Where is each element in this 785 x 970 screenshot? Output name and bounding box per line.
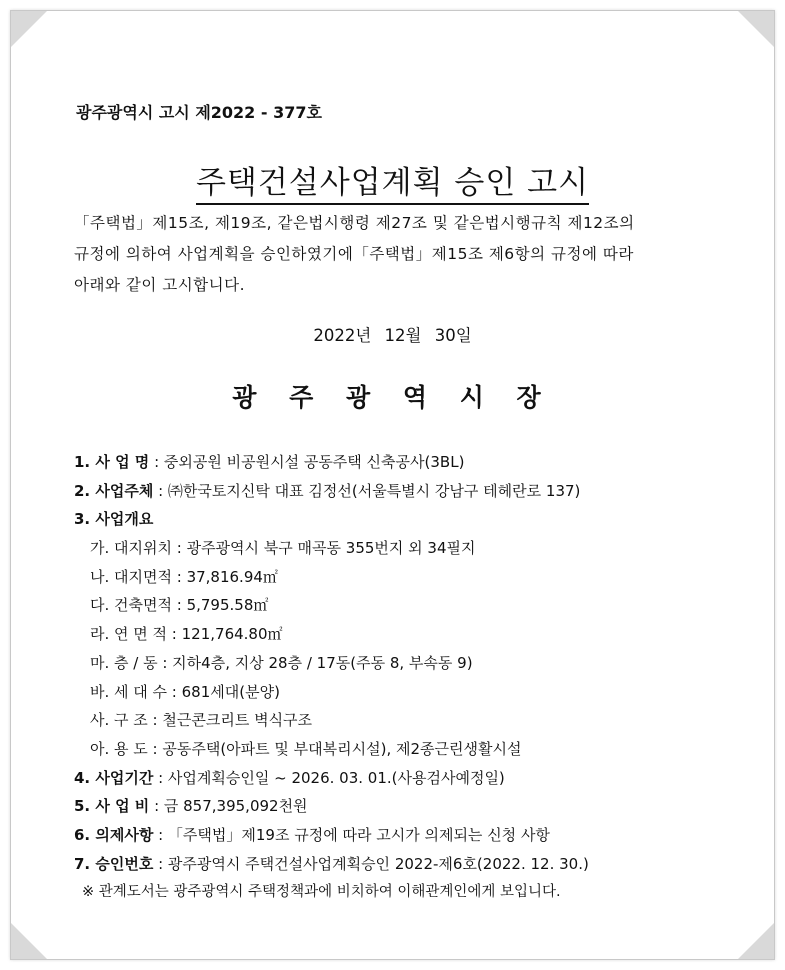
intro-line: 규정에 의하여 사업계획을 승인하였기에「주택법」제15조 제6항의 규정에 따라: [74, 245, 634, 263]
intro-paragraph: [74, 208, 724, 301]
intro-line: 「주택법」제15조, 제19조, 같은법시행령 제27조 및 같은법시행규칙 제12조의: [74, 214, 635, 232]
item-label: 7. 승인번호: [74, 854, 154, 873]
page-title: [0, 157, 785, 202]
page-title-text: 주택건설사업계획 승인 고시: [196, 165, 589, 205]
item-cost: [74, 792, 589, 821]
item-period: [74, 764, 589, 793]
item-deemed: [74, 821, 589, 850]
item-value: : 금 857,395,092천원: [154, 797, 308, 816]
item-overview: [74, 505, 589, 534]
footnote: ※ 관계도서는 광주광역시 주택정책과에 비치하여 이해관계인에게 보입니다.: [82, 884, 561, 901]
item-value: : 「주택법」제19조 규정에 따라 고시가 의제되는 신청 사항: [158, 825, 550, 844]
overview-detail: 아. 용 도 : 공동주택(아파트 및 부대복리시설), 제2종근린생활시설: [90, 739, 522, 758]
corner-fold-bottom-right: [738, 923, 774, 959]
overview-detail: 사. 구 조 : 철근콘크리트 벽식구조: [90, 711, 313, 730]
overview-detail: 가. 대지위치 : 광주광역시 북구 매곡동 355번지 외 34필지: [90, 539, 476, 558]
item-value: : 사업계획승인일 ~ 2026. 03. 01.(사용검사예정일): [158, 768, 505, 787]
overview-detail: 나. 대지면적 : 37,816.94㎡: [90, 567, 278, 586]
item-label: 1. 사 업 명: [74, 453, 150, 471]
overview-detail: 바. 세 대 수 : 681세대(분양): [90, 682, 280, 701]
corner-fold-top-right: [738, 11, 774, 47]
item-label: 6. 의제사항: [74, 825, 154, 844]
item-approval-number: [74, 850, 589, 879]
notice-date: 2022년 12월 30일: [313, 326, 472, 345]
item-value: : 중외공원 비공원시설 공동주택 신축공사(3BL): [154, 453, 465, 471]
item-value: : ㈜한국토지신탁 대표 김정선(서울특별시 강남구 테헤란로 137): [158, 481, 581, 500]
corner-fold-bottom-left: [11, 923, 47, 959]
item-project-name: [74, 448, 589, 477]
item-value: : 광주광역시 주택건설사업계획승인 2022-제6호(2022. 12. 30.): [158, 854, 589, 873]
corner-fold-top-left: [11, 11, 47, 47]
overview-detail: 다. 건축면적 : 5,795.58㎡: [90, 596, 269, 615]
item-label: 3. 사업개요: [74, 510, 154, 529]
item-project-owner: [74, 477, 589, 506]
issuer-signature: 광 주 광 역 시 장: [232, 383, 553, 412]
intro-line: 아래와 같이 고시합니다.: [74, 276, 246, 294]
item-label: 4. 사업기간: [74, 768, 154, 787]
notice-number: 광주광역시 고시 제2022 - 377호: [76, 103, 322, 122]
overview-detail: 마. 층 / 동 : 지하4층, 지상 28층 / 17동(주동 8, 부속동 9): [90, 653, 473, 672]
overview-detail: 라. 연 면 적 : 121,764.80㎡: [90, 625, 283, 644]
item-label: 2. 사업주체: [74, 481, 154, 500]
item-label: 5. 사 업 비: [74, 797, 150, 816]
item-list: [74, 448, 589, 907]
